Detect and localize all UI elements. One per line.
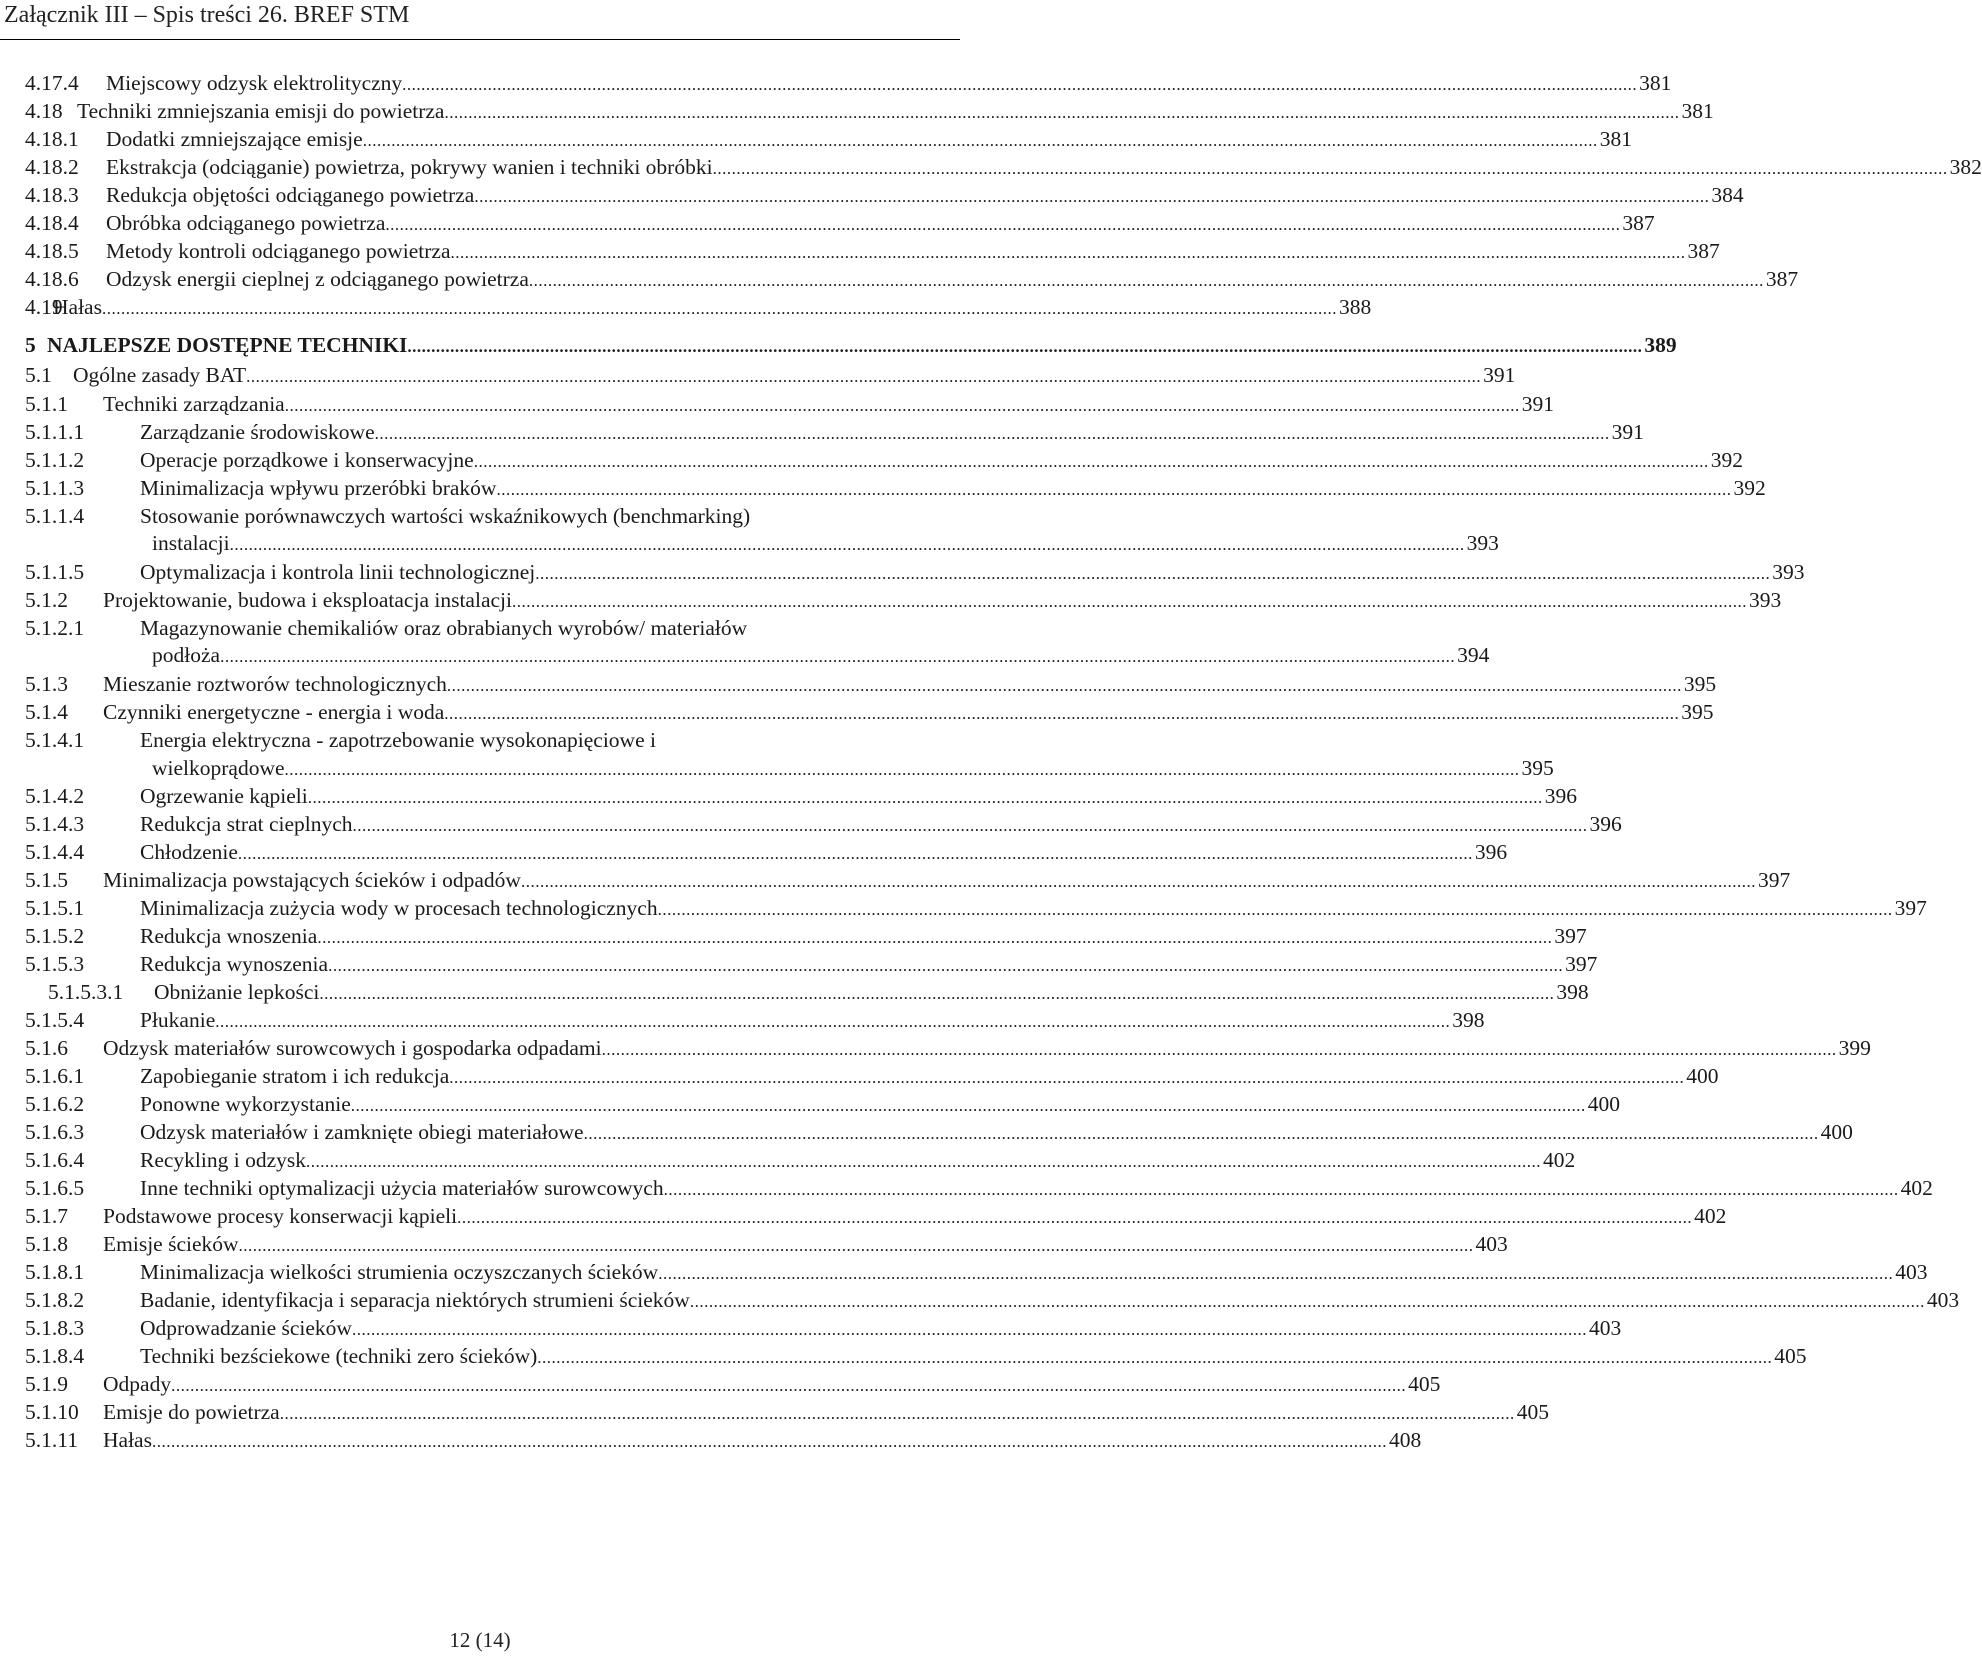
toc-entry-number: 4.18.6 [25, 267, 79, 291]
toc-entry[interactable] [25, 865, 1791, 895]
toc-entry-page: 392 [1733, 476, 1766, 500]
toc-entry-title: Zarządzanie środowiskowe [140, 420, 375, 444]
dot-leader: .................................................................................................................................................................................................................................................................... [328, 956, 1564, 975]
toc-entry-page: 397 [1554, 924, 1587, 948]
toc-entry[interactable] [25, 68, 1672, 98]
dot-leader: .................................................................................................................................................................................................................................................................... [473, 452, 1709, 471]
dot-leader: .................................................................................................................................................................................................................................................................... [520, 872, 1756, 891]
toc-entry[interactable] [25, 1313, 1622, 1343]
toc-entry-title: Obróbka odciąganego powietrza [106, 211, 386, 235]
toc-entry-page: 391 [1521, 392, 1554, 416]
toc-entry-title-continuation: wielkoprądowe [152, 756, 285, 780]
toc-entry-page: 400 [1686, 1064, 1719, 1088]
dot-leader: .................................................................................................................................................................................................................................................................... [352, 816, 1588, 835]
toc-entry-title: Metody kontroli odciąganego powietrza [106, 239, 451, 263]
toc-entry[interactable] [25, 1285, 1960, 1315]
dot-leader: .................................................................................................................................................................................................................................................................... [407, 337, 1643, 356]
toc-entry-number: 5.1.7 [25, 1204, 68, 1228]
toc-entry-title: Dodatki zmniejszające emisje [106, 127, 363, 151]
toc-entry-number: 4.17.4 [25, 71, 79, 95]
toc-entry-page: 405 [1408, 1372, 1441, 1396]
toc-entry-number: 5.1.6.5 [25, 1176, 85, 1200]
toc-entry-number: 4.19 [25, 295, 63, 319]
toc-entry-title: Redukcja strat cieplnych [140, 812, 353, 836]
dot-leader: .................................................................................................................................................................................................................................................................... [712, 159, 1948, 178]
toc-entry-number: 5.1.6.3 [25, 1120, 85, 1144]
toc-entry-number: 5.1.4 [25, 700, 68, 724]
toc-entry-page: 399 [1838, 1036, 1871, 1060]
toc-entry-number: 5.1.1.4 [25, 504, 85, 528]
toc-entry-page: 397 [1894, 896, 1927, 920]
toc-entry-page: 400 [1820, 1120, 1853, 1144]
toc-entry-number: 5.1.4.4 [25, 840, 85, 864]
dot-leader: .................................................................................................................................................................................................................................................................... [319, 984, 1555, 1003]
toc-entry[interactable] [25, 1397, 1549, 1427]
toc-entry-page: 402 [1694, 1204, 1727, 1228]
toc-entry-page: 400 [1587, 1092, 1621, 1116]
toc-entry[interactable] [25, 236, 1720, 266]
toc-entry-title-continuation: podłoża [152, 643, 221, 667]
toc-entry-number: 5.1.1 [25, 392, 68, 416]
toc-entry-title: Emisje do powietrza [103, 1400, 280, 1424]
toc-entry-page: 381 [1639, 71, 1672, 95]
dot-leader: .................................................................................................................................................................................................................................................................... [601, 1040, 1837, 1059]
toc-entry-page: 395 [1521, 756, 1554, 780]
toc-entry-number: 5.1.9 [25, 1372, 68, 1396]
toc-entry-number: 5.1.8.4 [25, 1344, 85, 1368]
toc-entry-title: Czynniki energetyczne - energia i woda [103, 700, 445, 724]
toc-entry-page: 403 [1895, 1260, 1928, 1284]
toc-entry-number: 5.1.1.5 [25, 560, 85, 584]
toc-entry-number: 5.1.8 [25, 1232, 68, 1256]
page-number: 12 (14) [449, 1628, 511, 1652]
toc-entry-page: 398 [1556, 980, 1589, 1004]
toc-entry-page: 396 [1474, 840, 1508, 864]
toc-entry-page: 392 [1710, 448, 1743, 472]
toc-entry-page: 393 [1748, 588, 1782, 612]
toc-entry-number: 5.1.8.2 [25, 1288, 85, 1312]
toc-entry-number: 5.1.1.1 [25, 420, 85, 444]
toc-entry-number: 5.1.3 [25, 672, 68, 696]
toc-entry[interactable] [25, 1173, 1933, 1203]
toc-entry[interactable] [25, 264, 1799, 294]
toc-entry[interactable] [25, 1005, 1485, 1035]
toc-entry-title: Energia elektryczna - zapotrzebowanie wysokonapięciowe i [140, 728, 656, 752]
toc-entry-page: 394 [1457, 643, 1490, 667]
toc-entry-title: Inne techniki optymalizacji użycia materiałów surowcowych [140, 1176, 664, 1200]
toc-entry[interactable] [25, 389, 1554, 419]
toc-entry-title: Recykling i odzysk [140, 1148, 307, 1172]
dot-leader: .................................................................................................................................................................................................................................................................... [374, 424, 1610, 443]
header-rule [0, 39, 960, 40]
toc-entry-page: 403 [1588, 1316, 1622, 1340]
toc-entry-title: Minimalizacja wpływu przeróbki braków [140, 476, 497, 500]
toc-entry-number: 4.18.5 [25, 239, 79, 263]
toc-entry-page: 382 [1949, 155, 1982, 179]
toc-entry-page: 384 [1711, 183, 1744, 207]
toc-entry-title: Hałas [53, 295, 102, 319]
toc-entry-title: Ponowne wykorzystanie [140, 1092, 351, 1116]
toc-entry-title: Operacje porządkowe i konserwacyjne [140, 448, 474, 472]
toc-entry-number: 5.1.6 [25, 1036, 68, 1060]
dot-leader: .................................................................................................................................................................................................................................................................... [284, 760, 1520, 779]
toc-entry-title: Miejscowy odzysk elektrolityczny [106, 71, 403, 95]
toc-entry-number: 5.1.10 [25, 1400, 79, 1424]
dot-leader: .................................................................................................................................................................................................................................................................... [284, 396, 1520, 415]
toc-entry-title: Redukcja objętości odciąganego powietrza [106, 183, 475, 207]
dot-leader: .................................................................................................................................................................................................................................................................... [215, 1012, 1451, 1031]
toc-entry[interactable] [25, 1089, 1621, 1119]
toc-entry-title: Odprowadzanie ścieków [140, 1316, 352, 1340]
dot-leader: .................................................................................................................................................................................................................................................................... [535, 564, 1771, 583]
toc-entry-page: 402 [1900, 1176, 1933, 1200]
dot-leader: .................................................................................................................................................................................................................................................................... [171, 1376, 1407, 1395]
toc-entry[interactable] [25, 1425, 1422, 1455]
toc-entry-number: 5.1.6.2 [25, 1092, 85, 1116]
toc-entry-title: Ogólne zasady BAT [73, 363, 247, 387]
toc-entry-number: 4.18.3 [25, 183, 79, 207]
toc-entry-number: 5.1.1.3 [25, 476, 85, 500]
toc-entry[interactable] [25, 1341, 1807, 1371]
toc-entry-page: 397 [1757, 868, 1791, 892]
toc-entry-number: 5.1.4.1 [25, 728, 85, 752]
toc-entry-page: 381 [1681, 99, 1714, 123]
toc-entry-page: 395 [1683, 672, 1717, 696]
toc-entry-number: 5.1.2 [25, 588, 68, 612]
toc-entry-title: Projektowanie, budowa i eksploatacja instalacji [103, 588, 512, 612]
toc-entry-page: 403 [1926, 1288, 1960, 1312]
toc-entry-title: Odzysk materiałów surowcowych i gospodarka odpadami [103, 1036, 602, 1060]
dot-leader: .................................................................................................................................................................................................................................................................... [306, 1152, 1542, 1171]
toc-entry-title: Emisje ścieków [103, 1232, 239, 1256]
toc-entry-title: Redukcja wynoszenia [140, 952, 329, 976]
dot-leader: .................................................................................................................................................................................................................................................................... [362, 131, 1598, 150]
dot-leader: .................................................................................................................................................................................................................................................................... [663, 1180, 1899, 1199]
toc-entry-number: 5.1.5.4 [25, 1008, 85, 1032]
toc-entry[interactable] [25, 292, 1372, 322]
toc-entry-number: 5.1.6.4 [25, 1148, 85, 1172]
toc-entry[interactable] [25, 1145, 1576, 1175]
toc-entry-number: 5.1.2.1 [25, 616, 85, 640]
dot-leader: .................................................................................................................................................................................................................................................................... [450, 243, 1686, 262]
toc-entry-page: 389 [1644, 333, 1677, 357]
toc-entry[interactable] [25, 1061, 1719, 1091]
toc-entry-number: 5.1 [25, 363, 52, 387]
dot-leader: .................................................................................................................................................................................................................................................................... [229, 535, 1465, 554]
toc-entry-page: 381 [1599, 127, 1632, 151]
toc-entry-number: 4.18.4 [25, 211, 79, 235]
toc-entry-page: 388 [1338, 295, 1372, 319]
toc-entry-title: Mieszanie roztworów technologicznych [103, 672, 447, 696]
dot-leader: .................................................................................................................................................................................................................................................................... [350, 1096, 1586, 1115]
toc-entry-title: NAJLEPSZE DOSTĘPNE TECHNIKI [47, 333, 408, 357]
toc-entry-page: 391 [1483, 363, 1516, 387]
toc-entry-number: 4.18 [25, 99, 63, 123]
toc-entry-title: Odpady [103, 1372, 172, 1396]
toc-entry[interactable] [25, 837, 1508, 867]
toc-entry-title: Stosowanie porównawczych wartości wskaźnikowych (benchmarking) [140, 504, 751, 528]
toc-entry[interactable] [25, 1201, 1727, 1231]
toc-entry-number: 5.1.11 [25, 1428, 78, 1452]
toc-entry-title: Optymalizacja i kontrola linii technologicznej [140, 560, 536, 584]
toc-entry[interactable] [25, 613, 747, 643]
toc-entry-continuation[interactable] [152, 753, 1554, 783]
toc-entry-title: Zapobieganie stratom i ich redukcja [140, 1064, 450, 1088]
toc-entry-number: 5.1.5.3 [25, 952, 85, 976]
toc-entry-number: 5.1.5.3.1 [48, 980, 124, 1004]
toc-entry-title: Minimalizacja zużycia wody w procesach technologicznych [140, 896, 658, 920]
toc-entry[interactable] [25, 669, 1717, 699]
toc-entry[interactable] [25, 152, 1982, 182]
dot-leader: .................................................................................................................................................................................................................................................................... [457, 1208, 1693, 1227]
toc-entry-title: Techniki bezściekowe (techniki zero ścieków) [140, 1344, 538, 1368]
toc-entry-page: 393 [1772, 560, 1805, 584]
toc-entry-title: Ogrzewanie kąpieli [140, 784, 308, 808]
dot-leader: .................................................................................................................................................................................................................................................................... [537, 1348, 1773, 1367]
toc-entry-page: 403 [1475, 1232, 1508, 1256]
toc-entry-page: 405 [1774, 1344, 1807, 1368]
toc-entry[interactable] [25, 417, 1644, 447]
toc-entry-number: 4.18.1 [25, 127, 79, 151]
toc-entry-title: Ekstrakcja (odciąganie) powietrza, pokrywy wanien i techniki obróbki [106, 155, 713, 179]
toc-entry-number: 4.18.2 [25, 155, 79, 179]
dot-leader: .................................................................................................................................................................................................................................................................... [511, 592, 1747, 611]
toc-entry-page: 408 [1388, 1428, 1422, 1452]
dot-leader: .................................................................................................................................................................................................................................................................... [237, 844, 1473, 863]
dot-leader: .................................................................................................................................................................................................................................................................... [474, 187, 1710, 206]
toc-entry[interactable] [25, 330, 1677, 360]
toc-entry-number: 5.1.5.1 [25, 896, 85, 920]
toc-entry[interactable] [48, 977, 1589, 1007]
dot-leader: .................................................................................................................................................................................................................................................................... [351, 1320, 1587, 1339]
dot-leader: .................................................................................................................................................................................................................................................................... [446, 676, 1682, 695]
toc-entry[interactable] [25, 96, 1714, 126]
toc-entry-title-continuation: instalacji [152, 531, 230, 555]
toc-entry-page: 395 [1681, 700, 1714, 724]
toc-entry-number: 5.1.6.1 [25, 1064, 85, 1088]
toc-entry-title: Badanie, identyfikacja i separacja niektórych strumieni ścieków [140, 1288, 690, 1312]
toc-entry-title: Płukanie [140, 1008, 216, 1032]
dot-leader: .................................................................................................................................................................................................................................................................... [101, 299, 1337, 318]
toc-entry-number: 5.1.4.2 [25, 784, 85, 808]
dot-leader: .................................................................................................................................................................................................................................................................... [444, 704, 1680, 723]
dot-leader: .................................................................................................................................................................................................................................................................... [317, 928, 1553, 947]
toc-entry[interactable] [25, 1033, 1871, 1063]
toc-entry[interactable] [25, 180, 1744, 210]
dot-leader: .................................................................................................................................................................................................................................................................... [689, 1292, 1925, 1311]
toc-entry[interactable] [25, 1229, 1508, 1259]
toc-entry[interactable] [25, 1257, 1928, 1287]
toc-entry-page: 396 [1589, 812, 1622, 836]
toc-entry[interactable] [25, 445, 1743, 475]
toc-entry-number: 5.1.5 [25, 868, 68, 892]
toc-entry[interactable] [25, 1369, 1441, 1399]
dot-leader: .................................................................................................................................................................................................................................................................... [307, 788, 1543, 807]
toc-entry-title: Obniżanie lepkości [154, 980, 320, 1004]
dot-leader: .................................................................................................................................................................................................................................................................... [385, 215, 1621, 234]
toc-entry-title: Podstawowe procesy konserwacji kąpieli [103, 1204, 458, 1228]
running-header: Załącznik III – Spis treści 26. BREF STM [4, 2, 410, 28]
toc-entry[interactable] [25, 473, 1766, 503]
toc-entry-page: 391 [1611, 420, 1644, 444]
toc-entry[interactable] [25, 725, 656, 755]
toc-entry-page: 393 [1466, 531, 1499, 555]
toc-entry-continuation[interactable] [152, 528, 1499, 558]
dot-leader: .................................................................................................................................................................................................................................................................... [238, 1236, 1474, 1255]
dot-leader: .................................................................................................................................................................................................................................................................... [279, 1404, 1515, 1423]
toc-entry-title: Magazynowanie chemikaliów oraz obrabianych wyrobów/ materiałów [140, 616, 748, 640]
toc-entry-page: 387 [1765, 267, 1799, 291]
toc-entry-title: Minimalizacja wielkości strumienia oczyszczanych ścieków [140, 1260, 659, 1284]
toc-entry-page: 396 [1544, 784, 1577, 808]
dot-leader: .................................................................................................................................................................................................................................................................... [496, 480, 1732, 499]
toc-entry-number: 5.1.4.3 [25, 812, 85, 836]
toc-entry[interactable] [25, 697, 1714, 727]
toc-entry[interactable] [25, 208, 1655, 238]
toc-entry-number: 5.1.5.2 [25, 924, 85, 948]
toc-entry-number: 5.1.8.1 [25, 1260, 85, 1284]
toc-entry-page: 387 [1687, 239, 1720, 263]
toc-entry-title: Techniki zarządzania [103, 392, 285, 416]
toc-entry[interactable] [25, 921, 1587, 951]
dot-leader: .................................................................................................................................................................................................................................................................... [220, 647, 1456, 666]
toc-entry-title: Hałas [103, 1428, 152, 1452]
toc-entry-title: Chłodzenie [140, 840, 238, 864]
toc-entry-title: Minimalizacja powstających ścieków i odpadów [103, 868, 521, 892]
toc-entry-number: 5.1.8.3 [25, 1316, 85, 1340]
toc-entry-page: 402 [1543, 1148, 1576, 1172]
dot-leader: .................................................................................................................................................................................................................................................................... [583, 1124, 1819, 1143]
toc-entry[interactable] [25, 893, 1927, 923]
dot-leader: .................................................................................................................................................................................................................................................................... [528, 271, 1764, 290]
toc-entry[interactable] [25, 360, 1516, 390]
toc-entry-title: Redukcja wnoszenia [140, 924, 318, 948]
toc-entry-number: 5.1.1.2 [25, 448, 85, 472]
toc-entry[interactable] [25, 949, 1598, 979]
dot-leader: .................................................................................................................................................................................................................................................................... [151, 1432, 1387, 1451]
toc-entry[interactable] [25, 781, 1577, 811]
toc-entry-title: Odzysk materiałów i zamknięte obiegi materiałowe [140, 1120, 584, 1144]
dot-leader: .................................................................................................................................................................................................................................................................... [402, 75, 1638, 94]
toc-entry-page: 397 [1565, 952, 1598, 976]
toc-entry-title: Techniki zmniejszania emisji do powietrza [77, 99, 445, 123]
toc-entry[interactable] [25, 1117, 1853, 1147]
toc-entry[interactable] [25, 124, 1632, 154]
toc-entry[interactable] [25, 809, 1622, 839]
dot-leader: .................................................................................................................................................................................................................................................................... [657, 900, 1893, 919]
toc-entry[interactable] [25, 501, 750, 531]
dot-leader: .................................................................................................................................................................................................................................................................... [449, 1068, 1685, 1087]
toc-entry-page: 398 [1452, 1008, 1485, 1032]
dot-leader: .................................................................................................................................................................................................................................................................... [444, 103, 1680, 122]
toc-entry-number: 5 [25, 333, 36, 357]
toc-entry-page: 405 [1516, 1400, 1549, 1424]
toc-entry-continuation[interactable] [152, 640, 1490, 670]
dot-leader: .................................................................................................................................................................................................................................................................... [246, 367, 1482, 386]
toc-entry[interactable] [25, 557, 1805, 587]
dot-leader: .................................................................................................................................................................................................................................................................... [658, 1264, 1894, 1283]
toc-entry-title: Odzysk energii cieplnej z odciąganego powietrza [106, 267, 529, 291]
toc-entry-page: 387 [1622, 211, 1655, 235]
toc-entry[interactable] [25, 585, 1782, 615]
